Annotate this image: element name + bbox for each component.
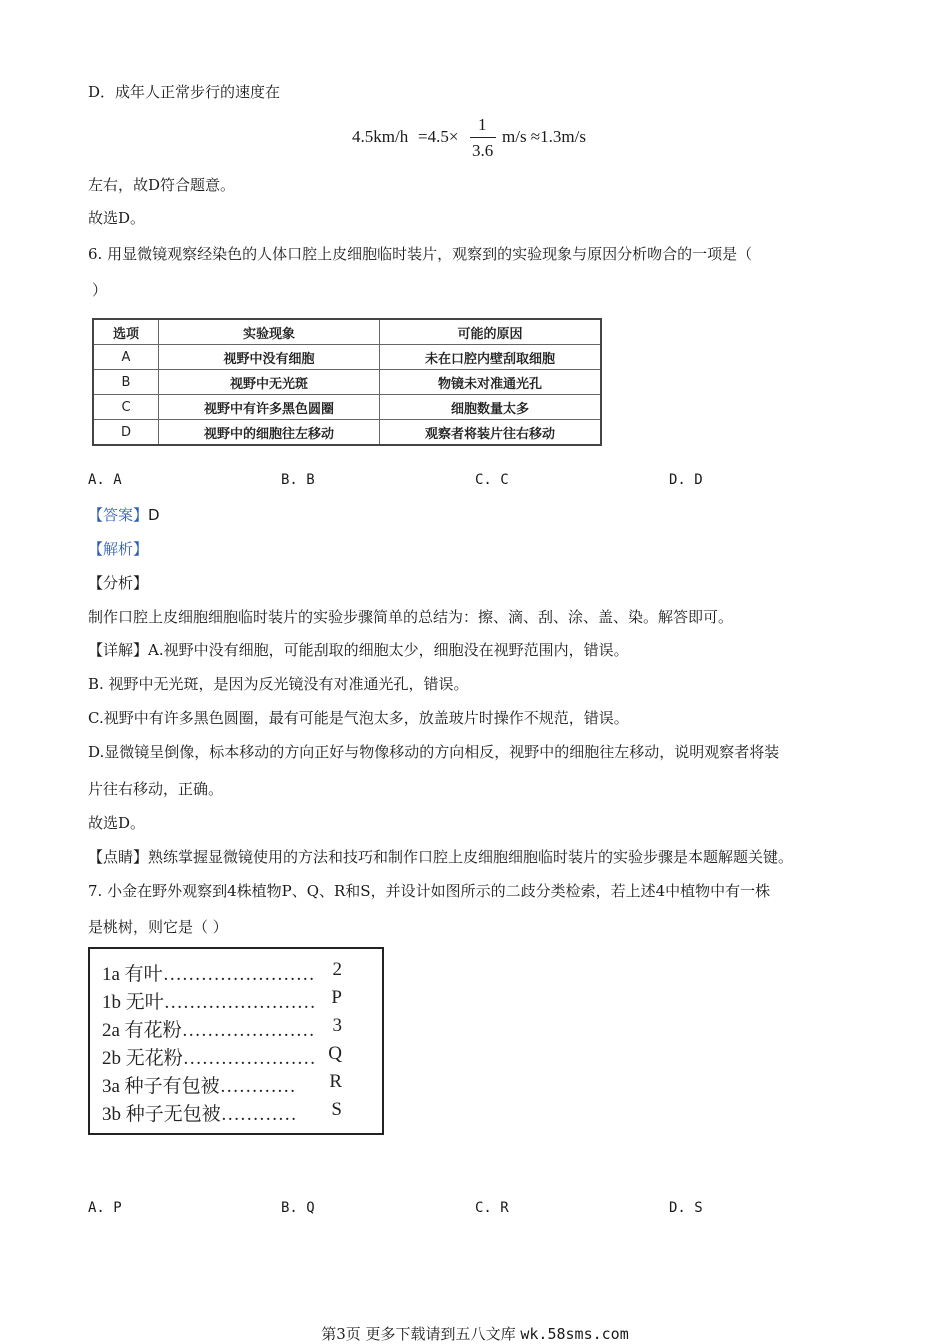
q7-stem-line1: 7. 小金在野外观察到4株植物P、Q、R和S，并设计如图所示的二歧分类检索，若上述4中植物中有一株 [88, 882, 771, 900]
table-cell: 视野中无光斑 [159, 370, 380, 395]
q6-fenxi-heading: 【分析】 [88, 574, 149, 592]
formula-mid: =4.5× [418, 127, 459, 146]
key-code: 2b 无花粉 [102, 1048, 183, 1069]
table-cell: C [93, 395, 159, 420]
q6-detail-line: D.显微镜呈倒像，标本移动的方向正好与物像移动的方向相反，视野中的细胞往左移动，说明观察者将装 [88, 743, 780, 761]
q6-dianjing: 【点睛】熟练掌握显微镜使用的方法和技巧和制作口腔上皮细胞细胞临时装片的实验步骤是本题解题关键。 [88, 848, 794, 866]
key-target: S [331, 1099, 342, 1120]
key-dots: …………………… [162, 964, 315, 985]
formula-numerator: 1 [478, 115, 487, 134]
formula-lhs: 4.5km/h [352, 127, 409, 146]
key-code: 1b 无叶 [102, 992, 164, 1013]
key-entry [102, 987, 362, 1014]
table-cell: A [93, 345, 159, 370]
table-header-row [93, 319, 601, 345]
q6-fenxi-text: 制作口腔上皮细胞细胞临时装片的实验步骤简单的总结为：擦、滴、刮、涂、盖、染。解答即可。 [88, 608, 734, 626]
key-dots: ………… [220, 1104, 297, 1125]
q6-detail-line: 【详解】A.视野中没有细胞，可能刮取的细胞太少，细胞没在视野范围内，错误。 [88, 641, 629, 659]
key-entry [102, 1043, 362, 1070]
q6-stem-line2: ） [92, 281, 108, 299]
table-cell: 视野中有许多黑色圆圈 [159, 395, 380, 420]
formula-rhs: m/s ≈1.3m/s [502, 127, 586, 146]
q6-option-a[interactable]: A. A [88, 472, 122, 488]
table-cell: 观察者将装片往右移动 [380, 420, 602, 446]
key-target: P [331, 987, 342, 1008]
table-row [93, 395, 601, 420]
option-d-line: D．成年人正常步行的速度在 [88, 83, 281, 101]
q6-stem-line1: 6. 用显微镜观察经染色的人体口腔上皮细胞临时装片，观察到的实验现象与原因分析吻合的一项是（ [88, 245, 753, 263]
key-code: 3b 种子无包被 [102, 1104, 221, 1125]
table-cell: 视野中的细胞往左移动 [159, 420, 380, 446]
fraction-bar [470, 137, 496, 138]
q6-choice: 故选D。 [88, 814, 146, 832]
q6-option-c[interactable]: C. C [475, 472, 509, 488]
table-row [93, 370, 601, 395]
prev-choice: 故选D。 [88, 209, 146, 227]
q6-detail-line: B. 视野中无光斑，是因为反光镜没有对准通光孔，错误。 [88, 675, 469, 693]
table-header-cell: 选项 [93, 319, 159, 345]
q6-detail-line: C.视野中有许多黑色圆圈，最有可能是气泡太多，放盖玻片时操作不规范，错误。 [88, 709, 629, 727]
q7-stem-line2: 是桃树，则它是（ ） [88, 918, 228, 936]
q7-option-c[interactable]: C. R [475, 1200, 509, 1216]
table-cell: 视野中没有细胞 [159, 345, 380, 370]
table-cell: 未在口腔内壁刮取细胞 [380, 345, 602, 370]
key-target: R [329, 1071, 342, 1092]
q7-option-b[interactable]: B. Q [281, 1200, 315, 1216]
table-cell: B [93, 370, 159, 395]
q7-option-a[interactable]: A. P [88, 1200, 122, 1216]
q6-option-b[interactable]: B. B [281, 472, 315, 488]
table-cell: 物镜未对准通光孔 [380, 370, 602, 395]
q6-option-d[interactable]: D. D [669, 472, 703, 488]
q6-table [92, 318, 602, 446]
q6-detail-line: 片往右移动，正确。 [88, 780, 224, 798]
key-target: 2 [332, 959, 342, 980]
table-cell: D [93, 420, 159, 446]
q6-jiexi: 【解析】 [88, 540, 149, 558]
key-code: 3a 种子有包被 [102, 1076, 220, 1097]
key-code: 2a 有花粉 [102, 1020, 182, 1041]
page-footer [0, 1323, 950, 1344]
key-dots: ………… [219, 1076, 296, 1097]
dichotomous-key [88, 947, 384, 1135]
table-row [93, 345, 601, 370]
answer-tag: 【答案】 [88, 506, 149, 524]
key-dots: ………………… [181, 1020, 315, 1041]
footer-page-text: 第3页 更多下载请到五八文库 [321, 1325, 516, 1343]
table-cell: 细胞数量太多 [380, 395, 602, 420]
key-entry [102, 1071, 362, 1098]
key-target: 3 [332, 1015, 342, 1036]
formula-denominator: 3.6 [472, 141, 494, 160]
table-row [93, 420, 601, 446]
key-dots: ………………… [182, 1048, 316, 1069]
key-entry [102, 1015, 362, 1042]
key-dots: …………………… [163, 992, 316, 1013]
footer-site-link[interactable]: wk.58sms.com [520, 1325, 629, 1343]
q7-option-d[interactable]: D. S [669, 1200, 703, 1216]
table-header-cell: 可能的原因 [380, 319, 602, 345]
answer-value: D [148, 506, 160, 524]
key-code: 1a 有叶 [102, 964, 163, 985]
key-entry [102, 959, 362, 986]
key-target: Q [328, 1043, 342, 1064]
key-entry [102, 1099, 362, 1126]
option-d-tail: 左右，故D符合题意。 [88, 176, 236, 194]
table-header-cell: 实验现象 [159, 319, 380, 345]
q6-answer [88, 505, 160, 525]
